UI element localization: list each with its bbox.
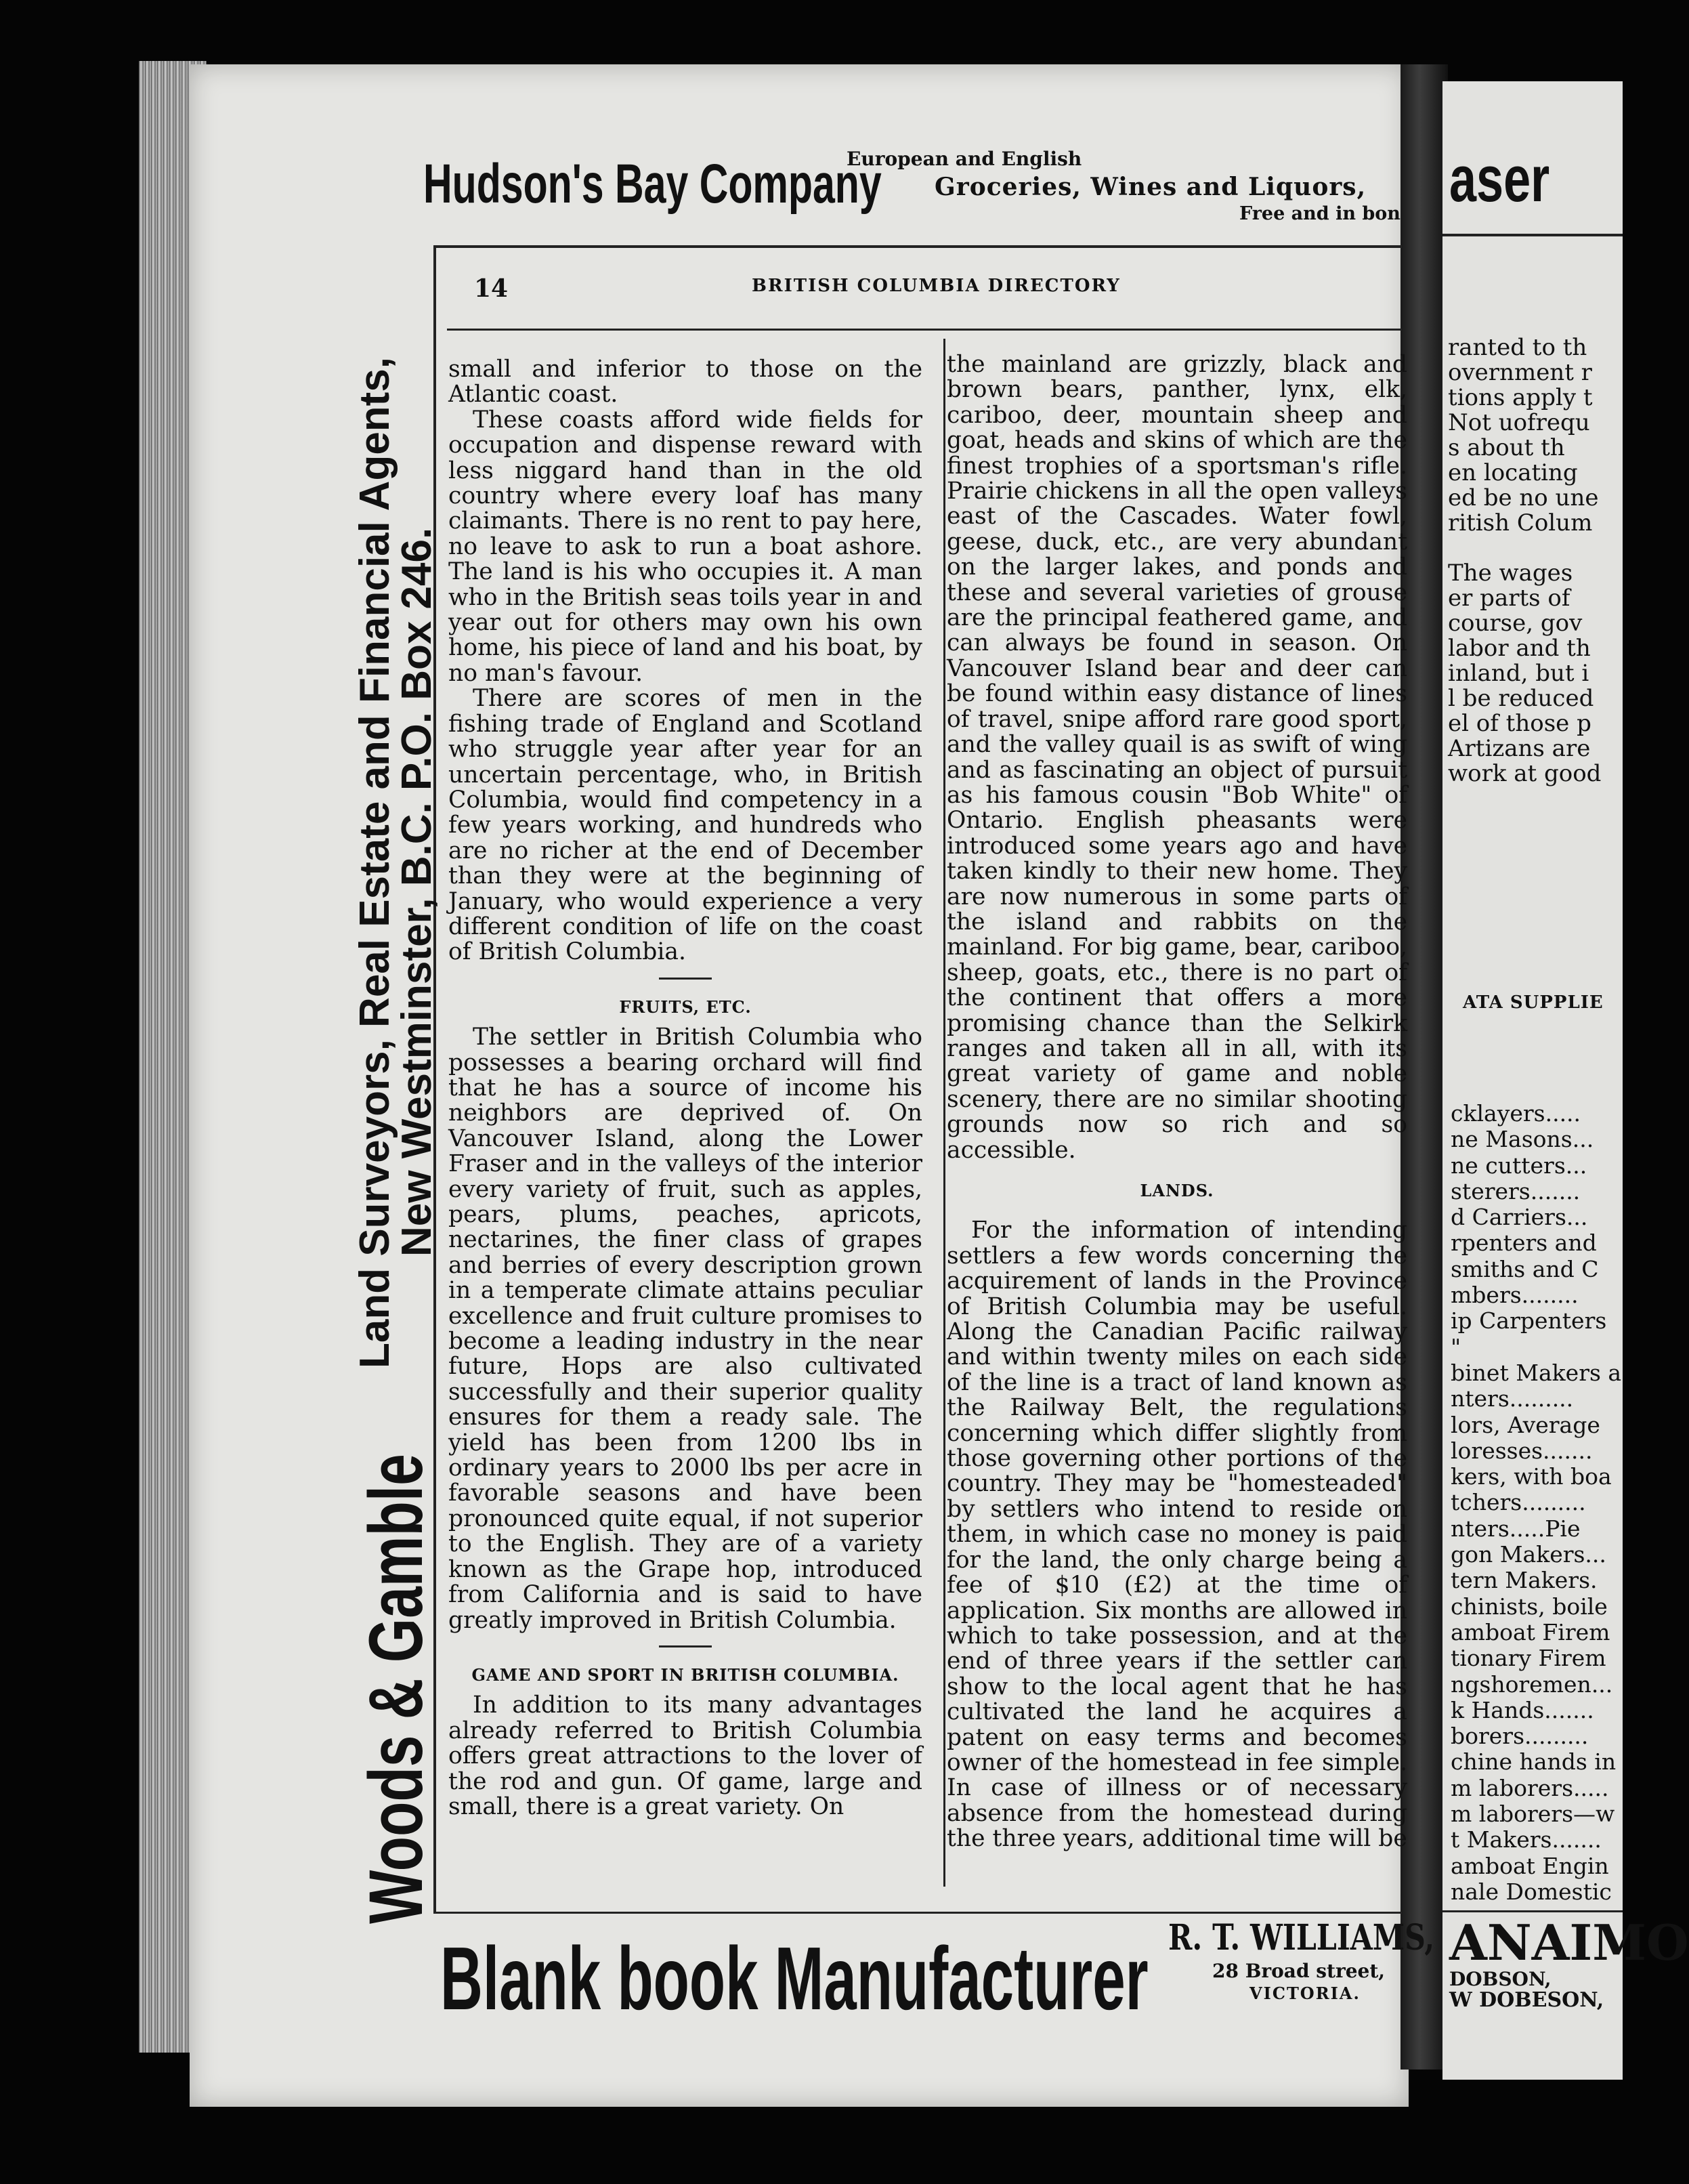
list-item: ne Masons... [1451, 1126, 1594, 1153]
running-head-title: BRITISH COLUMBIA DIRECTORY [752, 276, 1121, 296]
text-line: s about th [1448, 434, 1565, 461]
list-item: borers......... [1451, 1723, 1589, 1750]
list-item: sterers....... [1451, 1177, 1581, 1204]
right-page-bottom-title: ANAIMO [1449, 1914, 1689, 1971]
section-heading: LANDS. [1140, 1181, 1214, 1200]
right-page-bottom-line: DOBSON, [1449, 1968, 1552, 1990]
paragraph: These coasts afford wide fields for occupation and dispense reward with less niggard hand than in the old country where every loaf has many claimants. There is no rent to pay here, no leave to ask to run a boat ashore. The land is his who occupies it. A man who in the British seas toils year in and year out for others may own his own home, his piece of land and his boat, by no man's favour. [448, 406, 922, 687]
paragraph: For the information of intending settlers a few words concerning the acquirement of lands in the Province of British Columbia may be useful. Along the Canadian Pacific railway and within twenty miles on each side of the line is a tract of land known as the Railway Belt, the regulations concerning which differ slightly from those governing other portions of the country. They may be "homesteaded" by settlers who intend to reside on them, in which case no money is paid for the land, the only charge being a fee of $10 (£2) at the time of application. Six months are allowed in which to take possession, and at the end of three years if the settler can show to the local agent that he has cultivated the land he acquires a patent on easy terms and becomes owner of the homestead in fee simple. In case of illness or of necessary absence from the homestead during the three years, additional time will be [947, 1217, 1407, 1853]
text-line: course, gov [1448, 610, 1583, 637]
paragraph: The settler in British Columbia who possesses a bearing orchard will find that he has a source of income his neighbors are deprived of. On Vancouver Island, along the Lower Fraser and in the valleys of the interior every variety of fruit, such as apples, pears, plums, peaches, apricots, nectarines, the finer class of grapes and berries of every description grown in a temperate climate attains peculiar excellence and fruit culture promises to become a leading industry in the near future, Hops are also cultivated successfully and their superior quality ensures for them a ready sale. The yield has been from 1200 lbs in ordinary years to 2000 lbs per acre in favorable seasons and have been pronounced quite equal, if not superior to the English. They are of a variety known as the Grape hop, introduced from California and is said to have greatly improved in British Columbia. [448, 1024, 922, 1634]
paragraph: In addition to its many advantages already referred to British Columbia offers great attractions to the lover of the rod and gun. Of game, large and small, there is a great variety. On [448, 1692, 922, 1820]
running-head-rule [447, 329, 1402, 331]
header-ad-company: Hudson's Bay Company [423, 153, 882, 215]
list-item: mbers........ [1451, 1282, 1579, 1309]
right-partial-page [1442, 81, 1689, 2080]
side-ad-firm-wrapper [352, 1297, 440, 1924]
list-item: amboat Engin [1451, 1852, 1609, 1879]
paragraph: the mainland are grizzly, black and brown bears, panther, lynx, elk, cariboo, deer, mountain sheep and goat, heads and skins of which are the finest trophies of a sportsman's rifle. Prairie chickens in all the open valleys east of the Cascades. Water fowl, geese, duck, etc., are very abundant on the larger lakes, and ponds and these and several varieties of grouse are the principal feathered game, and can always be found in season. On Vancouver Island bear and deer can be found within easy distance of lines of travel, snipe afford rare good sport, and the valley quail is as swift of wing and as fascinating an object of pursuit as his famous cousin "Bob White" of Ontario. English pheasants were introduced some years ago and have taken kindly to their new home. They are now numerous in some parts of the island and rabbits on the mainland. For big game, bear, cariboo, sheep, goats, etc., there is no part of the continent that offers a more promising chance than the Selkirk ranges and taken all in all, with its great variety of game and noble scenery, there are no similar shooting grounds now so rich and so accessible. [947, 351, 1407, 1164]
list-item: kers, with boa [1451, 1463, 1612, 1490]
list-item: binet Makers a [1451, 1359, 1622, 1386]
list-item: tionary Firem [1451, 1645, 1606, 1672]
paragraph: There are scores of men in the fishing trade of England and Scotland who struggle year after year for an uncertain percentage, who, in British Columbia, would find competency in a few years working, and hundreds who are no richer at the end of December than they were at the beginning of January, who would experience a very different condition of life on the coast of British Columbia. [448, 685, 922, 966]
book-gutter [1401, 64, 1448, 2070]
text-column-left [448, 357, 922, 1820]
footer-ad-address: 28 Broad street, [1212, 1960, 1386, 1982]
text-line: el of those p [1448, 710, 1591, 737]
text-line: work at good [1448, 760, 1602, 787]
footer-ad-left: Blank book Manufacturer [440, 1929, 1149, 2028]
section-separator [659, 978, 712, 980]
side-ad-line1: Land Surveyors, Real Estate and Financial Agents, [351, 356, 398, 1368]
list-item: gon Makers... [1451, 1541, 1606, 1568]
frame-rule-bottom [433, 1912, 1402, 1914]
text-line: The wages [1448, 560, 1573, 587]
right-page-title: aser [1449, 143, 1550, 215]
text-line [1448, 536, 1601, 561]
side-ad-line2: New Westminster, B.C. P.O. Box 246. [393, 527, 440, 1257]
list-item: ip Carpenters [1451, 1307, 1607, 1335]
list-item: nters......... [1451, 1385, 1574, 1412]
right-page-rule [1442, 234, 1623, 236]
list-item: d Carriers... [1451, 1204, 1588, 1231]
header-ad-line: Groceries, Wines and Liquors, [935, 173, 1367, 201]
side-ad-firm: Woods & Gamble [354, 1454, 438, 1924]
text-line: ritish Colum [1448, 509, 1593, 537]
text-line: inland, but i [1448, 660, 1589, 687]
list-item: t Makers....... [1451, 1826, 1602, 1853]
list-item: ne cutters... [1451, 1152, 1587, 1179]
list-item: tchers......... [1451, 1489, 1586, 1516]
text-line: ed be no une [1448, 484, 1599, 511]
list-item: lors, Average [1451, 1411, 1600, 1438]
list-item: k Hands....... [1451, 1696, 1594, 1723]
text-line: tions apply t [1448, 384, 1593, 411]
footer-ad-city: VICTORIA. [1249, 1983, 1361, 2003]
text-column-right [947, 352, 1407, 1852]
header-ad-line: Free and in bon [1239, 203, 1401, 224]
text-line: en locating [1448, 459, 1578, 486]
list-item: " [1451, 1333, 1461, 1360]
section-separator [659, 1645, 712, 1647]
text-line: l be reduced [1448, 685, 1594, 712]
text-line: ranted to th [1448, 334, 1587, 361]
list-item: tern Makers. [1451, 1567, 1598, 1594]
text-line: overnment r [1448, 359, 1592, 386]
page-number: 14 [474, 274, 509, 303]
list-item: chine hands in [1451, 1748, 1617, 1776]
section-heading: FRUITS, ETC. [619, 996, 752, 1017]
paragraph: small and inferior to those on the Atlantic coast. [448, 356, 922, 408]
right-page-bottom-line: W DOBESON, [1449, 1988, 1604, 2012]
list-item: nters.....Pie [1451, 1515, 1581, 1542]
footer-ad-name: R. T. WILLIAMS, [1168, 1917, 1435, 1958]
text-line: er parts of [1448, 585, 1570, 612]
right-page-bottom-rule [1442, 1910, 1623, 1912]
header-ad-line: European and English [847, 148, 1082, 170]
list-item: m laborers..... [1451, 1774, 1609, 1801]
list-item: m laborers—w [1451, 1801, 1615, 1828]
right-page-text [1448, 335, 1601, 786]
column-divider [943, 339, 945, 1887]
list-item: chinists, boile [1451, 1593, 1608, 1620]
text-line: Artizans are [1448, 735, 1591, 762]
frame-rule-top [433, 245, 1402, 248]
right-page-heading: ATA SUPPLIE [1463, 992, 1604, 1013]
list-item: cklayers..... [1451, 1100, 1581, 1127]
section-heading: GAME AND SPORT IN BRITISH COLUMBIA. [471, 1664, 899, 1685]
list-item: ngshoremen... [1451, 1671, 1613, 1698]
text-line: labor and th [1448, 635, 1591, 662]
right-page-list [1451, 1101, 1621, 1905]
list-item: smiths and C [1451, 1255, 1599, 1282]
list-item: amboat Firem [1451, 1618, 1610, 1645]
list-item: rpenters and [1451, 1230, 1597, 1257]
list-item: loresses....... [1451, 1437, 1593, 1464]
list-item: nale Domestic [1451, 1878, 1612, 1905]
text-line: Not uofrequ [1448, 409, 1590, 436]
